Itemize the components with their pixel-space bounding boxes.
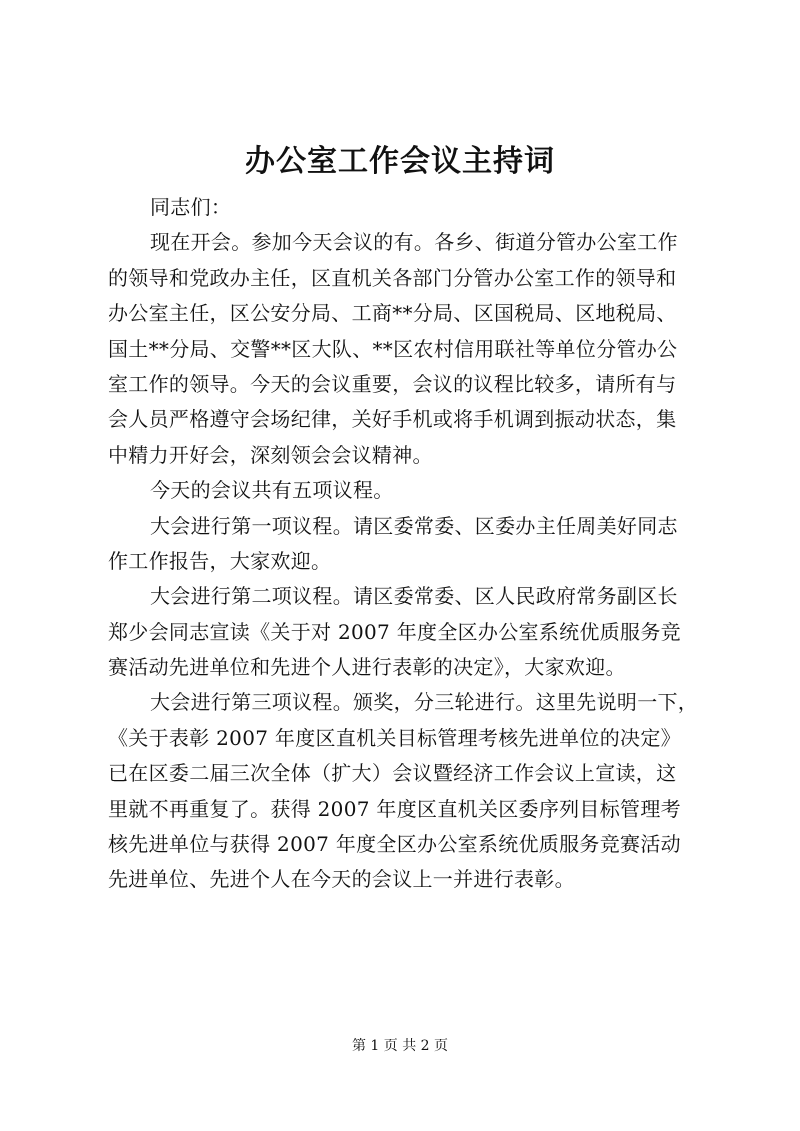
paragraph-line: 赛活动先进单位和先进个人进行表彰的决定》，大家欢迎。 bbox=[108, 655, 626, 680]
page-title: 办公室工作会议主持词 bbox=[245, 144, 555, 179]
paragraph-line: 大会进行第三项议程。颁奖，分三轮进行。这里先说明一下， bbox=[150, 690, 699, 715]
paragraph-line: 中精力开好会，深刻领会会议精神。 bbox=[108, 442, 433, 467]
paragraph-line: 先进单位、先进个人在今天的会议上一并进行表彰。 bbox=[108, 867, 575, 892]
paragraph-line: 里就不再重复了。获得 2007 年度区直机关区委序列目标管理考 bbox=[108, 796, 681, 821]
paragraph-line: 现在开会。参加今天会议的有。各乡、街道分管办公室工作 bbox=[150, 230, 678, 255]
page-footer: 第 1 页 共 2 页 bbox=[351, 1038, 449, 1054]
paragraph-line: 会人员严格遵守会场纪律，关好手机或将手机调到振动状态，集 bbox=[108, 407, 677, 432]
salutation-line: 同志们： bbox=[150, 195, 232, 219]
document-body bbox=[108, 190, 702, 898]
paragraph-line: 大会进行第一项议程。请区委常委、区委办主任周美好同志 bbox=[150, 513, 678, 538]
paragraph-line: 大会进行第二项议程。请区委常委、区人民政府常务副区长 bbox=[150, 584, 678, 609]
paragraph-line: 室工作的领导。今天的会议重要，会议的议程比较多，请所有与 bbox=[108, 371, 677, 396]
paragraph-line: 已在区委二届三次全体（扩大）会议暨经济工作会议上宣读，这 bbox=[108, 761, 677, 786]
paragraph-line: 郑少会同志宣读《关于对 2007 年度全区办公室系统优质服务竞 bbox=[108, 619, 681, 644]
paragraph-line: 办公室主任，区公安分局、工商**分局、区国税局、区地税局、 bbox=[108, 301, 677, 326]
paragraph-line: 国土**分局、交警**区大队、**区农村信用联社等单位分管办公 bbox=[108, 336, 678, 361]
paragraph-line: 今天的会议共有五项议程。 bbox=[150, 478, 394, 503]
paragraph-line: 的领导和党政办主任，区直机关各部门分管办公室工作的领导和 bbox=[108, 265, 677, 290]
paragraph-line: 作工作报告，大家欢迎。 bbox=[108, 548, 332, 573]
paragraph-line: 《关于表彰 2007 年度区直机关目标管理考核先进单位的决定》 bbox=[108, 725, 681, 750]
paragraph-line: 核先进单位与获得 2007 年度全区办公室系统优质服务竞赛活动 bbox=[108, 832, 681, 857]
